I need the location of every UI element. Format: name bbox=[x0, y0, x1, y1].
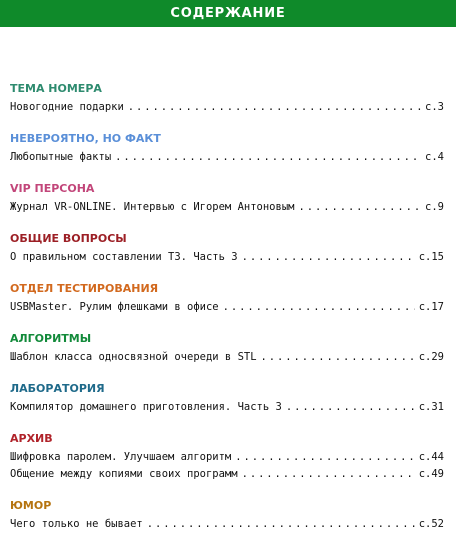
section-title: VIP ПЕРСОНА bbox=[10, 182, 95, 195]
entry-title: Новогодние подарки bbox=[10, 101, 124, 113]
dot-leader bbox=[223, 300, 415, 315]
toc-entry[interactable] bbox=[10, 100, 444, 117]
entry-page: с.15 bbox=[418, 251, 444, 263]
dot-leader bbox=[235, 450, 414, 465]
entry-page: с.44 bbox=[418, 451, 444, 463]
section-title: АЛГОРИТМЫ bbox=[10, 332, 92, 345]
entry-title: Общение между копиями своих программ bbox=[10, 468, 238, 480]
section-title: ОТДЕЛ ТЕСТИРОВАНИЯ bbox=[10, 282, 159, 295]
toc-entry[interactable] bbox=[10, 350, 444, 367]
contents-title: СОДЕРЖАНИЕ bbox=[170, 6, 286, 21]
toc-entry[interactable] bbox=[10, 300, 444, 317]
toc-section bbox=[10, 181, 444, 217]
section-title: ЛАБОРАТОРИЯ bbox=[10, 382, 105, 395]
entry-title: Любопытные факты bbox=[10, 151, 112, 163]
section-title: ТЕМА НОМЕРА bbox=[10, 82, 102, 95]
dot-leader bbox=[147, 517, 415, 532]
toc-entry[interactable] bbox=[10, 467, 444, 484]
entry-title: О правильном составлении ТЗ. Часть 3 bbox=[10, 251, 238, 263]
contents-header bbox=[0, 0, 456, 27]
entry-title: Журнал VR-ONLINE. Интервью с Игорем Антоновым bbox=[10, 201, 295, 213]
entry-page: с.4 bbox=[425, 151, 444, 163]
toc-entry[interactable] bbox=[10, 150, 444, 167]
entry-page: с.29 bbox=[418, 351, 444, 363]
toc-section bbox=[10, 431, 444, 484]
entry-title: Шифровка паролем. Улучшаем алгоритм bbox=[10, 451, 232, 463]
dot-leader bbox=[128, 100, 421, 115]
toc-section bbox=[10, 281, 444, 317]
section-title: НЕВЕРОЯТНО, НО ФАКТ bbox=[10, 132, 161, 145]
entry-title: Компилятор домашнего приготовления. Часть 3 bbox=[10, 401, 282, 413]
entry-title: Шаблон класса односвязной очереди в STL bbox=[10, 351, 257, 363]
entry-page: с.31 bbox=[418, 401, 444, 413]
section-title: ЮМОР bbox=[10, 499, 52, 512]
entry-page: с.17 bbox=[418, 301, 444, 313]
table-of-contents bbox=[10, 81, 444, 548]
entry-page: с.52 bbox=[418, 518, 444, 530]
dot-leader bbox=[242, 250, 415, 265]
toc-entry[interactable] bbox=[10, 250, 444, 267]
section-title: АРХИВ bbox=[10, 432, 53, 445]
toc-entry[interactable] bbox=[10, 400, 444, 417]
entry-title: Чего только не бывает bbox=[10, 518, 143, 530]
dot-leader bbox=[286, 400, 415, 415]
entry-page: с.49 bbox=[418, 468, 444, 480]
toc-section bbox=[10, 381, 444, 417]
entry-page: с.3 bbox=[425, 101, 444, 113]
section-title: ОБЩИЕ ВОПРОСЫ bbox=[10, 232, 127, 245]
dot-leader bbox=[298, 200, 421, 215]
toc-section bbox=[10, 81, 444, 117]
entry-title: USBMaster. Рулим флешками в офисе bbox=[10, 301, 219, 313]
toc-section bbox=[10, 498, 444, 534]
toc-entry[interactable] bbox=[10, 517, 444, 534]
entry-page: с.9 bbox=[425, 201, 444, 213]
toc-section bbox=[10, 331, 444, 367]
dot-leader bbox=[115, 150, 421, 165]
toc-entry[interactable] bbox=[10, 200, 444, 217]
dot-leader bbox=[261, 350, 415, 365]
toc-section bbox=[10, 231, 444, 267]
toc-section bbox=[10, 131, 444, 167]
dot-leader bbox=[242, 467, 415, 482]
toc-entry[interactable] bbox=[10, 450, 444, 467]
